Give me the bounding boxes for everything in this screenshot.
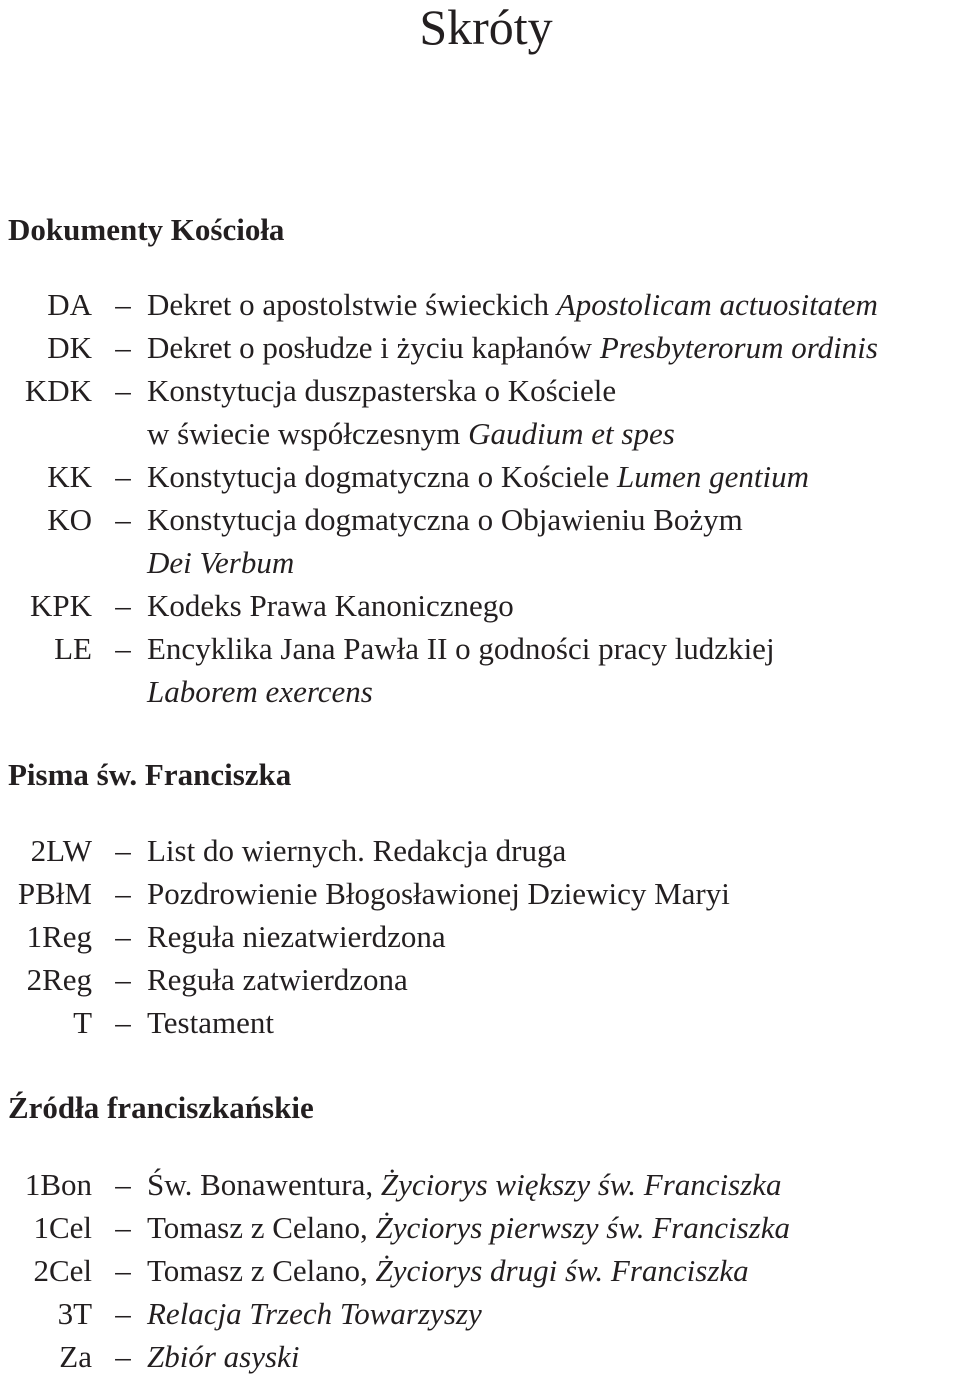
abbreviation-description xyxy=(147,498,960,541)
description-text: Testament xyxy=(147,1005,274,1040)
abbreviation-description xyxy=(147,872,960,915)
abbreviation-code: KO xyxy=(47,502,92,537)
en-dash-separator: – xyxy=(115,1296,131,1331)
italic-title-text: Zbiór asyski xyxy=(147,1339,300,1374)
abbreviation-entry xyxy=(0,1249,960,1292)
abbreviation-code: 2Reg xyxy=(26,962,92,997)
abbreviation-description xyxy=(147,1249,960,1292)
en-dash-separator: – xyxy=(115,833,131,868)
abbreviation-description xyxy=(147,958,960,1001)
abbreviation-description xyxy=(147,1163,960,1206)
en-dash-separator: – xyxy=(115,502,131,537)
description-text: Św. Bonawentura, xyxy=(147,1167,381,1202)
abbreviation-description xyxy=(147,829,960,872)
italic-title-text: Życiorys większy św. Franciszka xyxy=(380,1167,782,1202)
en-dash-separator: – xyxy=(115,287,131,322)
abbreviation-description xyxy=(147,369,960,412)
en-dash-separator: – xyxy=(115,459,131,494)
en-dash-separator: – xyxy=(115,962,131,997)
abbreviation-entry xyxy=(0,627,960,713)
abbreviation-code: 1Reg xyxy=(26,919,92,954)
en-dash-separator: – xyxy=(115,1167,131,1202)
italic-title-text: Laborem exercens xyxy=(147,674,373,709)
abbreviation-code: PBłM xyxy=(17,876,92,911)
abbreviation-entry xyxy=(0,915,960,958)
abbreviation-description xyxy=(147,412,960,455)
italic-title-text: Życiorys pierwszy św. Franciszka xyxy=(375,1210,791,1245)
abbreviation-code: 1Bon xyxy=(24,1167,92,1202)
abbreviation-entry xyxy=(0,369,960,455)
abbreviation-code: 3T xyxy=(57,1296,92,1331)
description-text: Konstytucja duszpasterska o Kościele xyxy=(147,373,617,408)
description-text: Reguła niezatwierdzona xyxy=(147,919,446,954)
abbreviation-entry xyxy=(0,1206,960,1249)
description-text: Encyklika Jana Pawła II o godności pracy ludzkiej xyxy=(147,631,775,666)
abbreviation-description xyxy=(147,455,960,498)
description-text: Dekret o apostolstwie świeckich xyxy=(147,287,557,322)
description-text: Konstytucja dogmatyczna o Kościele xyxy=(147,459,618,494)
italic-title-text: Życiorys drugi św. Franciszka xyxy=(375,1253,749,1288)
abbreviation-entry xyxy=(0,1001,960,1044)
abbreviation-list-zrodla xyxy=(0,1163,960,1378)
en-dash-separator: – xyxy=(115,1253,131,1288)
abbreviation-entry xyxy=(0,326,960,369)
abbreviation-code: DA xyxy=(47,287,92,322)
en-dash-separator: – xyxy=(115,588,131,623)
abbreviation-code: KK xyxy=(47,459,92,494)
description-text: w świecie współczesnym xyxy=(147,416,469,451)
description-text: Pozdrowienie Błogosławionej Dziewicy Maryi xyxy=(147,876,730,911)
abbreviation-entry xyxy=(0,958,960,1001)
en-dash-separator: – xyxy=(115,1210,131,1245)
abbreviation-code: LE xyxy=(54,631,92,666)
abbreviation-code: T xyxy=(73,1005,92,1040)
en-dash-separator: – xyxy=(115,373,131,408)
italic-title-text: Gaudium et spes xyxy=(468,416,675,451)
italic-title-text: Dei Verbum xyxy=(147,545,295,580)
abbreviation-list-dokumenty xyxy=(0,283,960,713)
description-text: Dekret o posłudze i życiu kapłanów xyxy=(147,330,600,365)
italic-title-text: Presbyterorum ordinis xyxy=(599,330,878,365)
en-dash-separator: – xyxy=(115,1005,131,1040)
page-title: Skróty xyxy=(419,0,553,55)
abbreviation-description xyxy=(147,326,960,369)
en-dash-separator: – xyxy=(115,919,131,954)
section-heading-dokumenty-kosciola: Dokumenty Kościoła xyxy=(8,212,285,247)
abbreviation-entry xyxy=(0,829,960,872)
abbreviation-description xyxy=(147,283,960,326)
abbreviation-description xyxy=(147,670,960,713)
description-text: List do wiernych. Redakcja druga xyxy=(147,833,567,868)
abbreviation-code: 2LW xyxy=(30,833,92,868)
description-text: Reguła zatwierdzona xyxy=(147,962,408,997)
abbreviation-entry xyxy=(0,455,960,498)
description-text: Tomasz z Celano, xyxy=(147,1253,376,1288)
section-heading-zrodla-franciszkanskie: Źródła franciszkańskie xyxy=(8,1090,314,1125)
abbreviation-description xyxy=(147,627,960,670)
abbreviation-entry xyxy=(0,1163,960,1206)
abbreviation-description xyxy=(147,915,960,958)
abbreviation-entry xyxy=(0,584,960,627)
abbreviation-description xyxy=(147,541,960,584)
description-text: Kodeks Prawa Kanonicznego xyxy=(147,588,514,623)
en-dash-separator: – xyxy=(115,876,131,911)
abbreviation-code: Za xyxy=(59,1339,92,1374)
italic-title-text: Relacja Trzech Towarzyszy xyxy=(147,1296,482,1331)
description-text: Konstytucja dogmatyczna o Objawieniu Bożym xyxy=(147,502,743,537)
description-text: Tomasz z Celano, xyxy=(147,1210,376,1245)
en-dash-separator: – xyxy=(115,1339,131,1374)
abbreviation-code: DK xyxy=(47,330,92,365)
en-dash-separator: – xyxy=(115,330,131,365)
abbreviation-list-pisma xyxy=(0,829,960,1044)
abbreviation-entry xyxy=(0,1292,960,1335)
abbreviation-description xyxy=(147,1292,960,1335)
abbreviation-entry xyxy=(0,872,960,915)
abbreviation-description xyxy=(147,1206,960,1249)
abbreviation-code: KPK xyxy=(29,588,92,623)
abbreviation-code: 1Cel xyxy=(33,1210,92,1245)
abbreviation-code: KDK xyxy=(24,373,92,408)
abbreviation-entry xyxy=(0,283,960,326)
abbreviation-description xyxy=(147,1001,960,1044)
section-heading-pisma-sw-franciszka: Pisma św. Franciszka xyxy=(8,757,292,792)
abbreviation-entry xyxy=(0,498,960,584)
italic-title-text: Apostolicam actuositatem xyxy=(556,287,878,322)
abbreviation-code: 2Cel xyxy=(33,1253,92,1288)
en-dash-separator: – xyxy=(115,631,131,666)
italic-title-text: Lumen gentium xyxy=(617,459,810,494)
abbreviation-description xyxy=(147,584,960,627)
